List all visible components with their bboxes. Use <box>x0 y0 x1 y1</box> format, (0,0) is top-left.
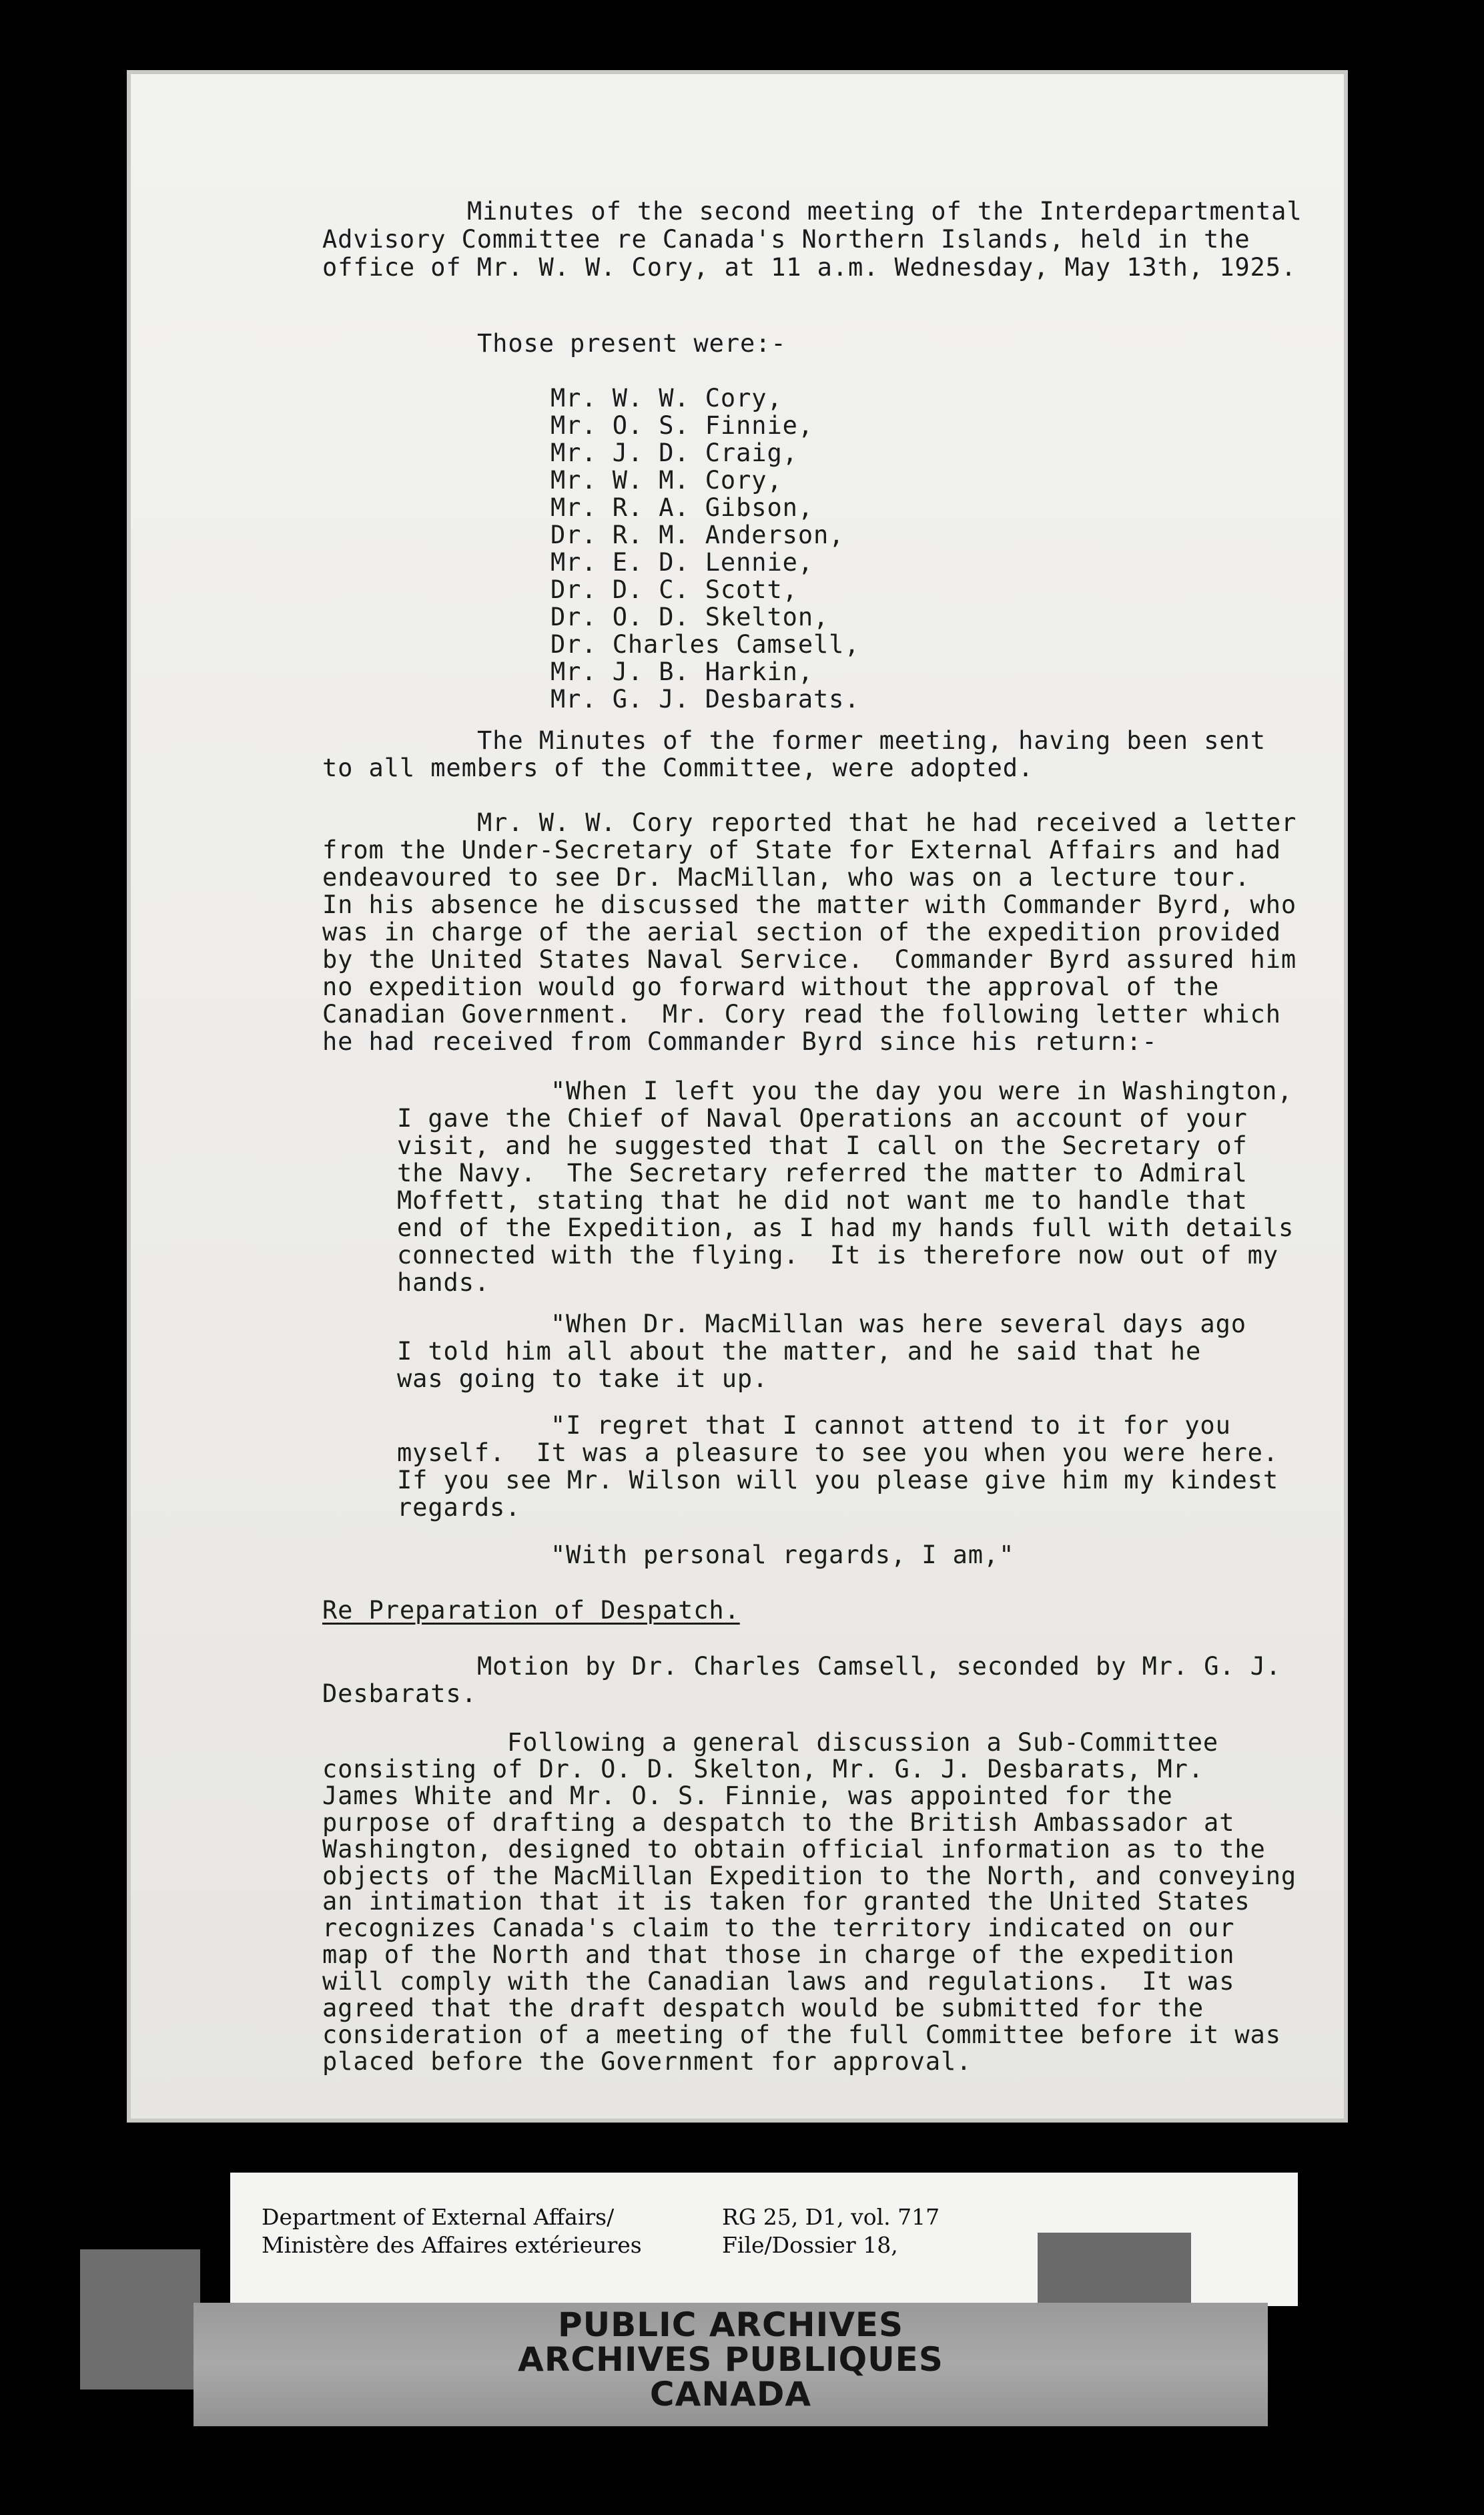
stamp-line-2: ARCHIVES PUBLIQUES <box>518 2340 944 2379</box>
cory-line: Mr. W. W. Cory reported that he had received a letter <box>477 808 1297 837</box>
subcommittee-line: Following a general discussion a Sub-Committee <box>507 1728 1219 1757</box>
attendee-item: Dr. R. M. Anderson, <box>550 521 845 549</box>
subcommittee-line: consisting of Dr. O. D. Skelton, Mr. G. J. Desbarats, Mr. <box>322 1755 1204 1783</box>
subcommittee-line: objects of the MacMillan Expedition to the North, and conveying <box>322 1862 1297 1890</box>
intro-line: Advisory Committee re Canada's Northern Islands, held in the <box>322 225 1250 254</box>
letter-line: visit, and he suggested that I call on the Secretary of <box>397 1131 1248 1160</box>
subcommittee-line: an intimation that it is taken for granted the United States <box>322 1887 1250 1916</box>
minutes-line: to all members of the Committee, were adopted. <box>322 754 1034 782</box>
cory-line: Canadian Government. Mr. Cory read the following letter which <box>322 1000 1281 1029</box>
letter-line: regards. <box>397 1493 521 1522</box>
intro-line: Minutes of the second meeting of the Interdepartmental <box>467 197 1303 226</box>
stamp-line-3: CANADA <box>649 2375 812 2414</box>
motion-line: Desbarats. <box>322 1679 477 1708</box>
cory-line: was in charge of the aerial section of the expedition provided <box>322 918 1281 946</box>
section-heading: Re Preparation of Despatch. <box>322 1596 740 1625</box>
subcommittee-line: will comply with the Canadian laws and regulations. It was <box>322 1967 1235 1996</box>
attendee-item: Mr. J. D. Craig, <box>550 439 798 467</box>
left-mount-tab <box>80 2249 200 2390</box>
present-heading: Those present were:- <box>477 329 787 358</box>
subcommittee-line: agreed that the draft despatch would be submitted for the <box>322 1994 1204 2022</box>
cory-line: In his absence he discussed the matter with Commander Byrd, who <box>322 890 1297 919</box>
letter-closing: "With personal regards, I am," <box>550 1541 1015 1569</box>
letter-line: the Navy. The Secretary referred the matter to Admiral <box>397 1159 1248 1187</box>
cory-line: he had received from Commander Byrd since his return:- <box>322 1027 1158 1056</box>
letter-line: If you see Mr. Wilson will you please give him my kindest <box>397 1466 1279 1494</box>
cory-line: from the Under-Secretary of State for External Affairs and had <box>322 836 1281 864</box>
attendee-item: Mr. R. A. Gibson, <box>550 493 813 522</box>
cory-line: no expedition would go forward without the approval of the <box>322 972 1220 1001</box>
letter-line: "When I left you the day you were in Washington, <box>550 1077 1293 1105</box>
department-name-fr: Ministère des Affaires extérieures <box>262 2232 642 2258</box>
subcommittee-line: placed before the Government for approval. <box>322 2047 972 2076</box>
subcommittee-line: purpose of drafting a despatch to the British Ambassador at <box>322 1808 1235 1837</box>
subcommittee-line: James White and Mr. O. S. Finnie, was appointed for the <box>322 1781 1173 1810</box>
attendee-item: Mr. W. W. Cory, <box>550 384 783 412</box>
letter-line: "I regret that I cannot attend to it for you <box>550 1411 1231 1440</box>
attendee-item: Dr. O. D. Skelton, <box>550 603 829 631</box>
subcommittee-line: Washington, designed to obtain official information as to the <box>322 1835 1266 1864</box>
file-reference: File/Dossier 18, <box>722 2232 898 2258</box>
attendee-item: Mr. J. B. Harkin, <box>550 657 813 686</box>
attendee-item: Dr. Charles Camsell, <box>550 630 860 659</box>
attendee-item: Mr. O. S. Finnie, <box>550 411 813 440</box>
subcommittee-line: map of the North and that those in charge of the expedition <box>322 1940 1235 1969</box>
letter-line: Moffett, stating that he did not want me to handle that <box>397 1186 1248 1215</box>
letter-line: I told him all about the matter, and he said that he <box>397 1337 1202 1366</box>
letter-line: hands. <box>397 1268 490 1297</box>
intro-line: office of Mr. W. W. Cory, at 11 a.m. Wednesday, May 13th, 1925. <box>322 253 1297 282</box>
cory-line: by the United States Naval Service. Commander Byrd assured him <box>322 945 1297 974</box>
attendee-item: Mr. E. D. Lennie, <box>550 548 813 577</box>
letter-line: end of the Expedition, as I had my hands full with details <box>397 1213 1294 1242</box>
subcommittee-line: recognizes Canada's claim to the territory indicated on our <box>322 1914 1235 1942</box>
cory-line: endeavoured to see Dr. MacMillan, who was on a lecture tour. <box>322 863 1250 892</box>
department-name-en: Department of External Affairs/ <box>262 2204 615 2230</box>
attendee-item: Dr. D. C. Scott, <box>550 575 798 604</box>
stamp-line-1: PUBLIC ARCHIVES <box>557 2305 904 2344</box>
record-group-reference: RG 25, D1, vol. 717 <box>722 2204 940 2230</box>
letter-line: was going to take it up. <box>397 1364 769 1393</box>
public-archives-stamp <box>194 2303 1268 2426</box>
minutes-line: The Minutes of the former meeting, having been sent <box>477 726 1266 755</box>
letter-line: connected with the flying. It is therefore now out of my <box>397 1241 1279 1270</box>
subcommittee-line: consideration of a meeting of the full Committee before it was <box>322 2020 1281 2049</box>
letter-line: myself. It was a pleasure to see you when you were here. <box>397 1438 1279 1467</box>
attendee-item: Mr. G. J. Desbarats. <box>550 685 860 714</box>
letter-line: I gave the Chief of Naval Operations an account of your <box>397 1104 1248 1133</box>
attendee-item: Mr. W. M. Cory, <box>550 466 783 495</box>
letter-line: "When Dr. MacMillan was here several days ago <box>550 1310 1246 1338</box>
motion-line: Motion by Dr. Charles Camsell, seconded by Mr. G. J. <box>477 1652 1282 1681</box>
